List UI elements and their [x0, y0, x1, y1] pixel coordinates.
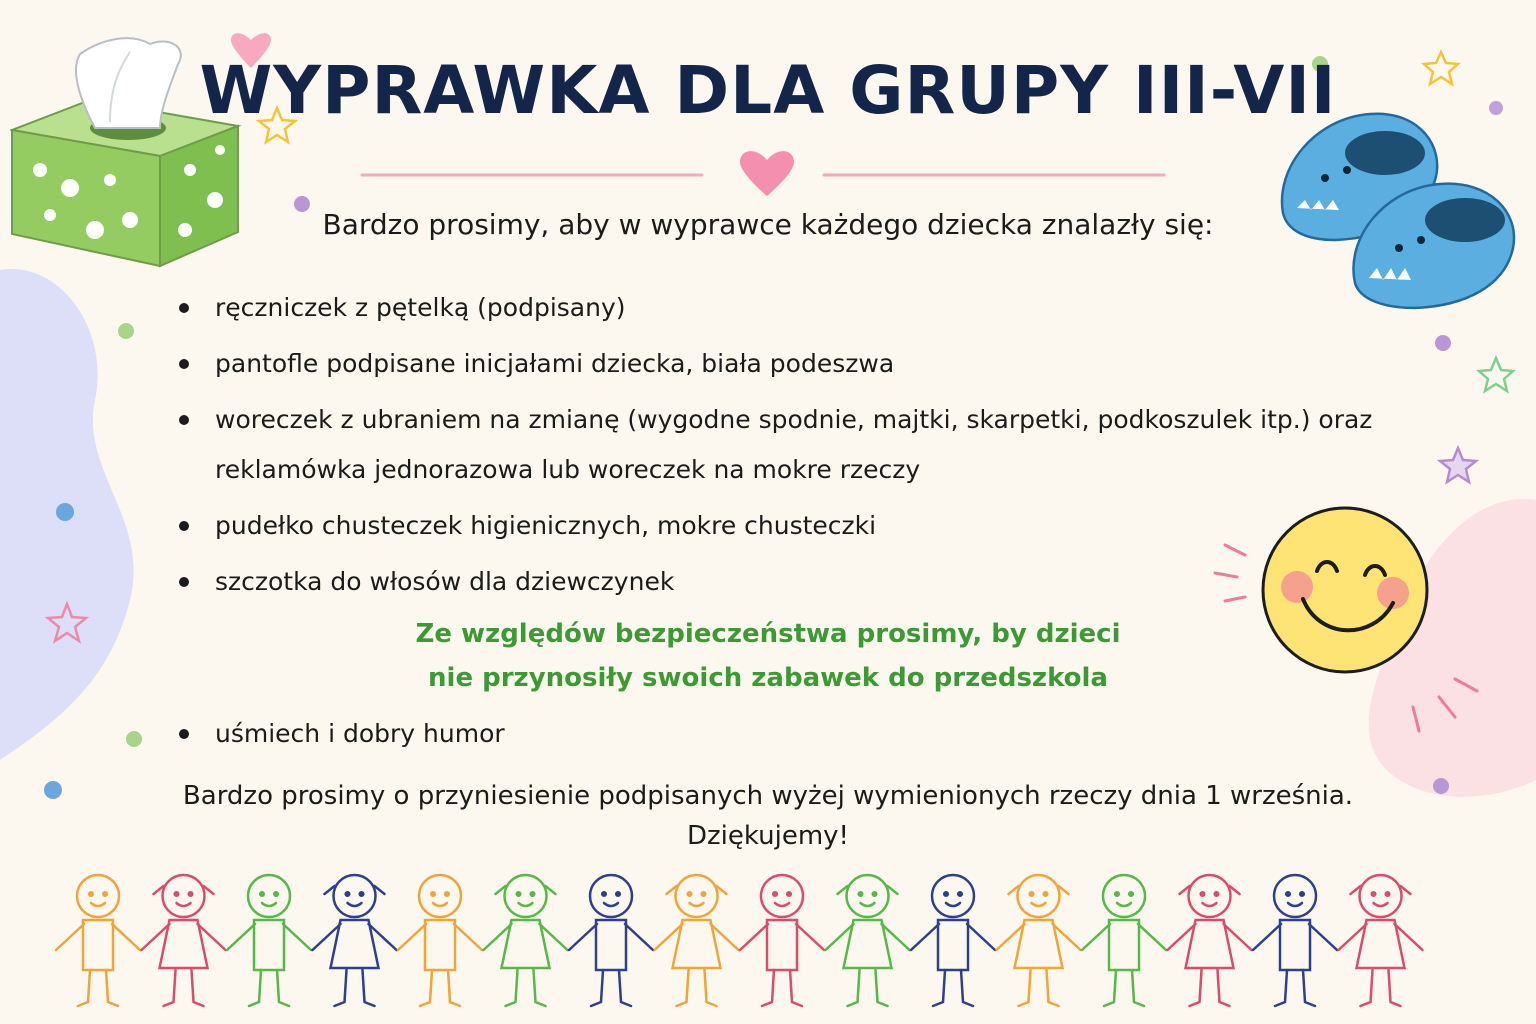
- list-item: uśmiech i dobry humor: [175, 710, 505, 758]
- child-figure: [911, 875, 995, 1006]
- child-figure: [826, 875, 910, 1006]
- star-icon: [1479, 358, 1513, 391]
- closing-line: Bardzo prosimy o przyniesienie podpisanych wyżej wymienionych rzeczy dnia 1 września.: [182, 781, 1354, 811]
- child-figure: [142, 875, 226, 1006]
- list-item: ręczniczek z pętelką (podpisany): [175, 283, 1465, 333]
- children-holding-hands-icon: [0, 850, 1536, 1024]
- closing-text: [0, 776, 1536, 856]
- child-figure: [569, 875, 653, 1006]
- list-item: szczotka do włosów dla dziewczynek: [175, 557, 1465, 607]
- extra-list: [175, 710, 505, 758]
- dot-icon: [56, 503, 74, 521]
- child-figure: [740, 875, 824, 1006]
- closing-line: Dziękujemy!: [687, 821, 849, 851]
- dot-icon: [126, 731, 142, 747]
- child-figure: [484, 875, 568, 1006]
- child-figure: [56, 875, 140, 1006]
- child-figure: [1253, 875, 1337, 1006]
- page-title: WYPRAWKA DLA GRUPY III-VII: [199, 52, 1337, 129]
- heart-icon: [740, 151, 794, 196]
- child-figure: [1168, 875, 1252, 1006]
- dot-icon: [118, 323, 134, 339]
- list-item: pudełko chusteczek higienicznych, mokre chusteczki: [175, 501, 1465, 551]
- safety-notice-line: Ze względów bezpieczeństwa prosimy, by dzieci: [415, 619, 1121, 649]
- list-item: pantofle podpisane inicjałami dziecka, biała podeszwa: [175, 339, 1465, 389]
- child-figure: [1082, 875, 1166, 1006]
- child-figure: [655, 875, 739, 1006]
- child-figure: [997, 875, 1081, 1006]
- child-figure: [398, 875, 482, 1006]
- safety-notice-line: nie przynosiły swoich zabawek do przedszkola: [428, 663, 1108, 693]
- child-figure: [313, 875, 397, 1006]
- list-item: woreczek z ubraniem na zmianę (wygodne spodnie, majtki, skarpetki, podkoszulek itp.) oraz reklamówka jednorazowa lub woreczek na mokre rzeczy: [175, 395, 1435, 495]
- child-figure: [1339, 875, 1423, 1006]
- supply-list: [175, 283, 1465, 613]
- child-figure: [227, 875, 311, 1006]
- safety-notice: [0, 612, 1536, 700]
- intro-text: Bardzo prosimy, aby w wyprawce każdego dziecka znalazły się:: [322, 208, 1214, 241]
